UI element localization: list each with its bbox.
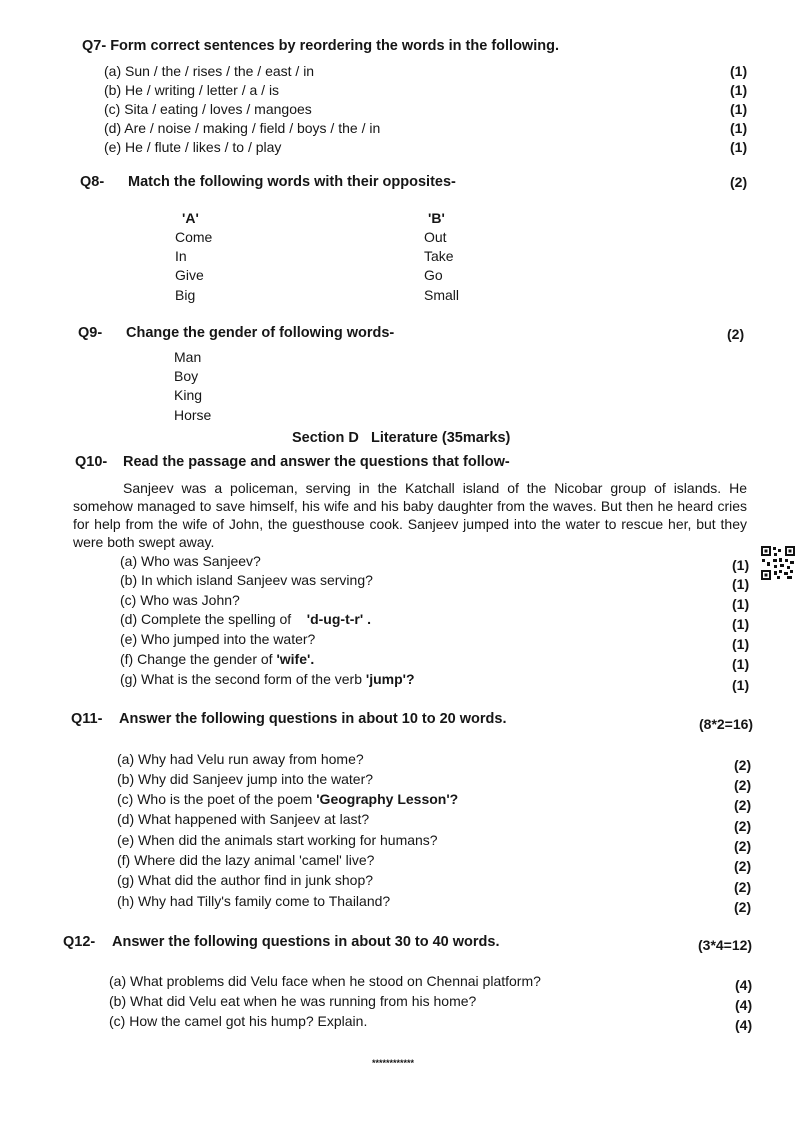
q10-item-e-marks: (1) [732, 636, 750, 652]
q11-item-a-marks: (2) [734, 757, 752, 773]
q7-item-b-marks: (1) [730, 82, 748, 98]
section-heading: Section D Literature (35marks) [292, 430, 511, 446]
q10-item-g: (g) What is the second form of the verb 'jump'? [120, 671, 415, 687]
q12-number: Q12- [63, 934, 96, 950]
q11-item-e: (e) When did the animals start working for humans? [117, 832, 438, 848]
q12-item-c: (c) How the camel got his hump? Explain. [109, 1013, 368, 1029]
q8-number: Q8- [80, 174, 105, 190]
q10-item-a-marks: (1) [732, 557, 750, 573]
q11-item-f: (f) Where did the lazy animal 'camel' live? [117, 852, 375, 868]
q11-item-a: (a) Why had Velu run away from home? [117, 751, 364, 767]
q7-item-d-marks: (1) [730, 120, 748, 136]
q10-item-b-marks: (1) [732, 576, 750, 592]
q11-item-c-marks: (2) [734, 797, 752, 813]
q10-item-f: (f) Change the gender of 'wife'. [120, 651, 315, 667]
q10-item-e: (e) Who jumped into the water? [120, 631, 316, 647]
q7-item-e: (e) He / flute / likes / to / play [104, 139, 282, 155]
q12-item-b-marks: (4) [735, 997, 753, 1013]
q10-item-b: (b) In which island Sanjeev was serving? [120, 572, 373, 588]
q10-item-d: (d) Complete the spelling of 'd-ug-t-r' . [120, 611, 371, 627]
q8-word-b: Out [424, 229, 447, 245]
q12-item-a: (a) What problems did Velu face when he stood on Chennai platform? [109, 973, 541, 989]
q8-word-a: Give [175, 267, 204, 283]
q7-item-a: (a) Sun / the / rises / the / east / in [104, 63, 315, 79]
qr-code-icon [760, 545, 796, 581]
q12-marks: (3*4=12) [698, 937, 753, 953]
q11-number: Q11- [71, 711, 103, 727]
q11-item-b-marks: (2) [734, 777, 752, 793]
q9-word: Horse [174, 407, 212, 423]
q8-column-a-header: 'A' [182, 210, 199, 226]
q7-item-c-marks: (1) [730, 101, 748, 117]
q8-word-a: Big [175, 287, 196, 303]
q8-word-b: Small [424, 287, 460, 303]
q10-item-a: (a) Who was Sanjeev? [120, 553, 261, 569]
q9-instruction: Change the gender of following words- [126, 325, 395, 341]
q8-word-b: Take [424, 248, 454, 264]
q8-word-a: In [175, 248, 187, 264]
q11-item-h: (h) Why had Tilly's family come to Thailand? [117, 893, 391, 909]
q7-item-c: (c) Sita / eating / loves / mangoes [104, 101, 312, 117]
q8-word-b: Go [424, 267, 443, 283]
q9-word: Man [174, 349, 202, 365]
q11-marks: (8*2=16) [699, 716, 754, 732]
q11-item-g: (g) What did the author find in junk shop? [117, 872, 374, 888]
q9-word: Boy [174, 368, 199, 384]
q10-passage: Sanjeev was a policeman, serving in the Katchall island of the Nicobar group of islands. He somehow managed to save himself, his wife and his baby daughter from the waves. But then he heard cries for help from the wife of John, the guesthouse cook. Sanjeev jumped into the water to rescue her, but they were both swept away. [73, 480, 747, 550]
q10-item-c: (c) Who was John? [120, 592, 240, 608]
q11-item-h-marks: (2) [734, 899, 752, 915]
q10-item-d-marks: (1) [732, 616, 750, 632]
q8-word-a: Come [175, 229, 213, 245]
q11-item-g-marks: (2) [734, 879, 752, 895]
q12-item-b: (b) What did Velu eat when he was running from his home? [109, 993, 477, 1009]
q11-item-b: (b) Why did Sanjeev jump into the water? [117, 771, 374, 787]
q11-item-e-marks: (2) [734, 838, 752, 854]
q9-marks: (2) [727, 326, 745, 342]
q11-item-d-marks: (2) [734, 818, 752, 834]
q7-item-d: (d) Are / noise / making / field / boys / the / in [104, 120, 381, 136]
q7-item-a-marks: (1) [730, 63, 748, 79]
q8-instruction: Match the following words with their opposites- [128, 174, 456, 190]
q7-item-e-marks: (1) [730, 139, 748, 155]
q8-marks: (2) [730, 174, 748, 190]
q9-number: Q9- [78, 325, 103, 341]
q10-item-f-marks: (1) [732, 656, 750, 672]
q8-column-b-header: 'B' [428, 210, 445, 226]
end-of-paper-marker: ************ [372, 1058, 415, 1068]
q12-item-c-marks: (4) [735, 1017, 753, 1033]
q9-word: King [174, 387, 203, 403]
q7-item-b: (b) He / writing / letter / a / is [104, 82, 280, 98]
q10-instruction: Read the passage and answer the questions that follow- [123, 454, 510, 470]
q10-item-g-marks: (1) [732, 677, 750, 693]
q11-instruction: Answer the following questions in about 10 to 20 words. [119, 711, 507, 727]
q12-instruction: Answer the following questions in about 30 to 40 words. [112, 934, 500, 950]
q12-item-a-marks: (4) [735, 977, 753, 993]
q11-item-d: (d) What happened with Sanjeev at last? [117, 811, 370, 827]
q11-item-f-marks: (2) [734, 858, 752, 874]
q10-number: Q10- [75, 454, 108, 470]
q7-heading: Q7- Form correct sentences by reordering the words in the following. [82, 38, 559, 54]
q11-item-c: (c) Who is the poet of the poem 'Geography Lesson'? [117, 791, 459, 807]
q10-item-c-marks: (1) [732, 596, 750, 612]
